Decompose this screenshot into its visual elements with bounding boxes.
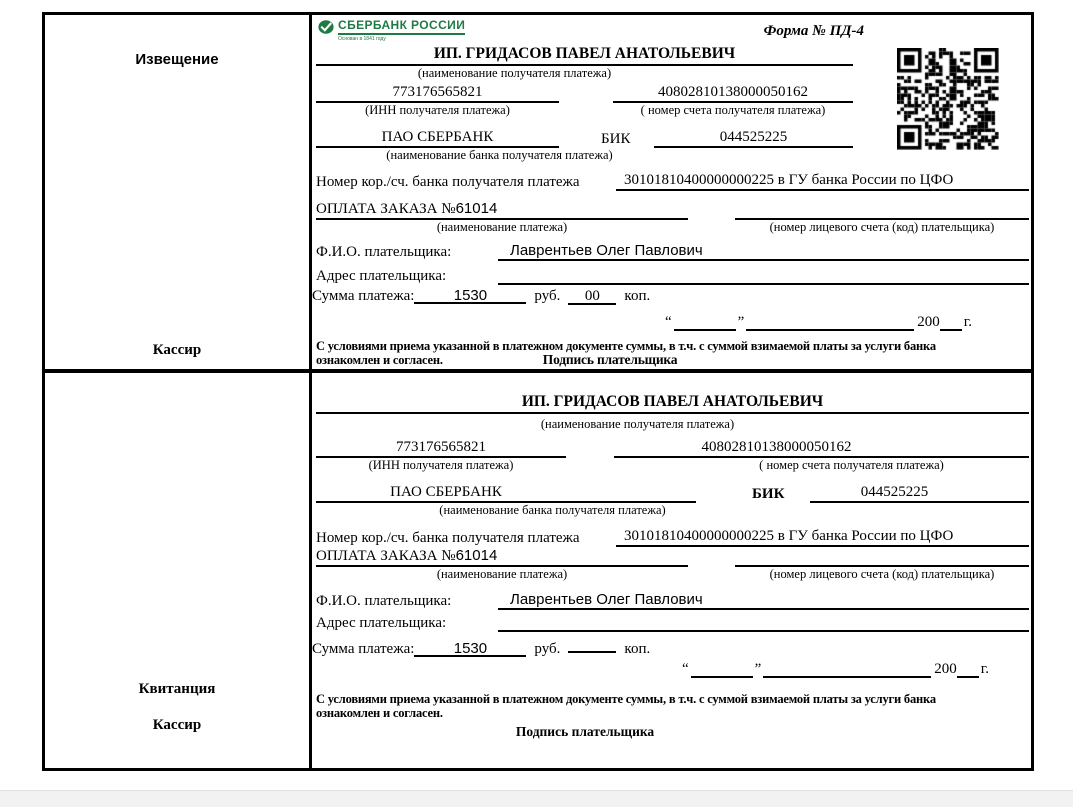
payer-name-value: Лаврентьев Олег Павлович (498, 591, 1029, 610)
date-day-line (691, 660, 753, 678)
receipt-title: Квитанция (138, 681, 216, 697)
purpose-caption: (наименование платежа) (436, 220, 568, 234)
account-caption: ( номер счета получателя платежа) (640, 103, 826, 117)
bank-caption: (наименование банка получателя платежа) (439, 503, 666, 517)
year-suffix: г. (980, 661, 989, 677)
sum-rub-value: 1530 (414, 640, 526, 657)
quote-close: ” (754, 661, 762, 677)
quote-open: “ (664, 314, 672, 330)
date-month-line (763, 660, 931, 678)
qr-code (897, 48, 999, 150)
kop-label: коп. (624, 641, 651, 657)
payment-purpose-row (316, 199, 1029, 220)
payment-purpose-row (316, 549, 1029, 567)
date-row (316, 660, 1029, 678)
payer-address-label: Адрес плательщика: (316, 268, 447, 284)
page-bottom-edge (0, 790, 1073, 807)
payer-name-row (316, 241, 1029, 261)
corr-value: 30101810400000000225 в ГУ банка России по ЦФО (616, 172, 1029, 191)
corr-account-row (316, 170, 1029, 191)
pd4-payment-form (42, 12, 1034, 771)
bank-logo-tagline: Основан в 1841 году (338, 36, 386, 42)
account-value: 40802810138000050162 (614, 439, 1029, 458)
corr-value: 30101810400000000225 в ГУ банка России по ЦФО (616, 528, 1029, 547)
inn-account-captions (316, 103, 853, 118)
inn-value: 773176565821 (316, 84, 559, 103)
payer-address-label: Адрес плательщика: (316, 615, 447, 631)
account-value: 40802810138000050162 (613, 84, 853, 103)
inn-value: 773176565821 (316, 439, 566, 458)
date-row (316, 313, 1029, 331)
rub-label: руб. (534, 288, 561, 304)
receipt-main-column (312, 373, 1031, 768)
payment-sum-row (312, 636, 1025, 657)
inn-caption: (ИНН получателя платежа) (368, 458, 514, 472)
payment-sum-row (312, 287, 1025, 304)
year-suffix: г. (963, 314, 972, 330)
bank-name: ПАО СБЕРБАНК (316, 129, 559, 148)
notice-topbar (316, 15, 1029, 45)
personal-account-caption: (номер лицевого счета (код) плательщика) (769, 567, 995, 581)
sum-rub-value: 1530 (414, 287, 526, 304)
payer-name-value: Лаврентьев Олег Павлович (498, 242, 1029, 261)
year-line (940, 313, 962, 331)
sum-kop-value: 00 (568, 288, 616, 305)
purpose-caption: (наименование платежа) (436, 567, 568, 581)
terms-line2: ознакомлен и согласен. (316, 706, 443, 720)
payer-address-row (316, 612, 1029, 632)
sum-label: Сумма платежа: (312, 641, 415, 657)
notice-main-column (312, 15, 1031, 369)
purpose-captions (316, 220, 1029, 235)
bik-label: БИК (601, 131, 631, 147)
cashier-label: Кассир (152, 342, 202, 358)
terms-line1: С условиями приема указанной в платежном документе суммы, в т.ч. с суммой взимаемой платы за услуги банка (316, 339, 936, 353)
payer-name-label: Ф.И.О. плательщика: (316, 593, 452, 609)
notice-title: Извещение (135, 51, 219, 68)
payer-address-value (498, 283, 1029, 285)
notice-side-column (45, 15, 312, 369)
terms-line1: С условиями приема указанной в платежном документе суммы, в т.ч. с суммой взимаемой платы за услуги банка (316, 692, 936, 706)
bik-value: 044525225 (810, 484, 1029, 503)
corr-label: Номер кор./сч. банка получателя платежа (316, 530, 580, 546)
payer-name-label: Ф.И.О. плательщика: (316, 244, 452, 260)
purpose-prefix: ОПЛАТА ЗАКАЗА № (316, 548, 456, 564)
year-prefix: 200 (917, 314, 940, 330)
payee-name: ИП. ГРИДАСОВ ПАВЕЛ АНАТОЛЬЕВИЧ (316, 393, 1029, 414)
order-number: 61014 (455, 547, 498, 564)
receipt-side-column (45, 373, 312, 768)
sberbank-logo (318, 18, 1029, 42)
account-caption: ( номер счета получателя платежа) (759, 458, 944, 472)
bank-caption: (наименование банка получателя платежа) (386, 148, 613, 162)
cashier-label: Кассир (152, 717, 202, 733)
signature-label: Подпись плательщика (515, 724, 655, 739)
rub-label: руб. (534, 641, 561, 657)
notice-slip (42, 12, 1034, 372)
corr-account-row (316, 526, 1029, 547)
payer-name-row (316, 590, 1029, 610)
quote-open: “ (681, 661, 689, 677)
order-number: 61014 (455, 200, 498, 217)
inn-account-row (316, 83, 853, 103)
payer-address-value (498, 630, 1029, 632)
year-prefix: 200 (934, 661, 957, 677)
date-day-line (674, 313, 736, 331)
signature-label: Подпись плательщика (542, 352, 678, 367)
quote-close: ” (737, 314, 745, 330)
purpose-captions (316, 567, 1029, 582)
bank-bik-row (316, 126, 853, 148)
payer-address-row (316, 265, 1029, 285)
year-line (957, 660, 979, 678)
inn-account-captions (316, 458, 1029, 473)
terms-line2: ознакомлен и согласен. (316, 353, 443, 367)
bank-bik-row (316, 481, 1029, 503)
bank-logo-text: СБЕРБАНК РОССИИ (338, 18, 465, 35)
inn-caption: (ИНН получателя платежа) (365, 103, 510, 117)
inn-account-row (316, 438, 1029, 458)
form-number-title: Форма № ПД-4 (763, 23, 864, 39)
date-month-line (746, 313, 914, 331)
sum-label: Сумма платежа: (312, 288, 415, 304)
payee-caption: (наименование получателя платежа) (417, 66, 612, 80)
terms-text (316, 339, 1029, 367)
sum-kop-value (568, 636, 616, 653)
payee-name: ИП. ГРИДАСОВ ПАВЕЛ АНАТОЛЬЕВИЧ (316, 45, 853, 66)
sberbank-emblem-icon (318, 19, 334, 35)
bik-label: БИК (752, 486, 785, 502)
kop-label: коп. (624, 288, 651, 304)
terms-text (316, 692, 1029, 720)
receipt-slip (42, 370, 1034, 771)
corr-label: Номер кор./сч. банка получателя платежа (316, 174, 580, 190)
bik-value: 044525225 (654, 129, 853, 148)
bank-name: ПАО СБЕРБАНК (316, 484, 696, 503)
personal-account-caption: (номер лицевого счета (код) плательщика) (769, 220, 995, 234)
purpose-prefix: ОПЛАТА ЗАКАЗА № (316, 201, 456, 217)
payee-caption: (наименование получателя платежа) (540, 417, 735, 431)
